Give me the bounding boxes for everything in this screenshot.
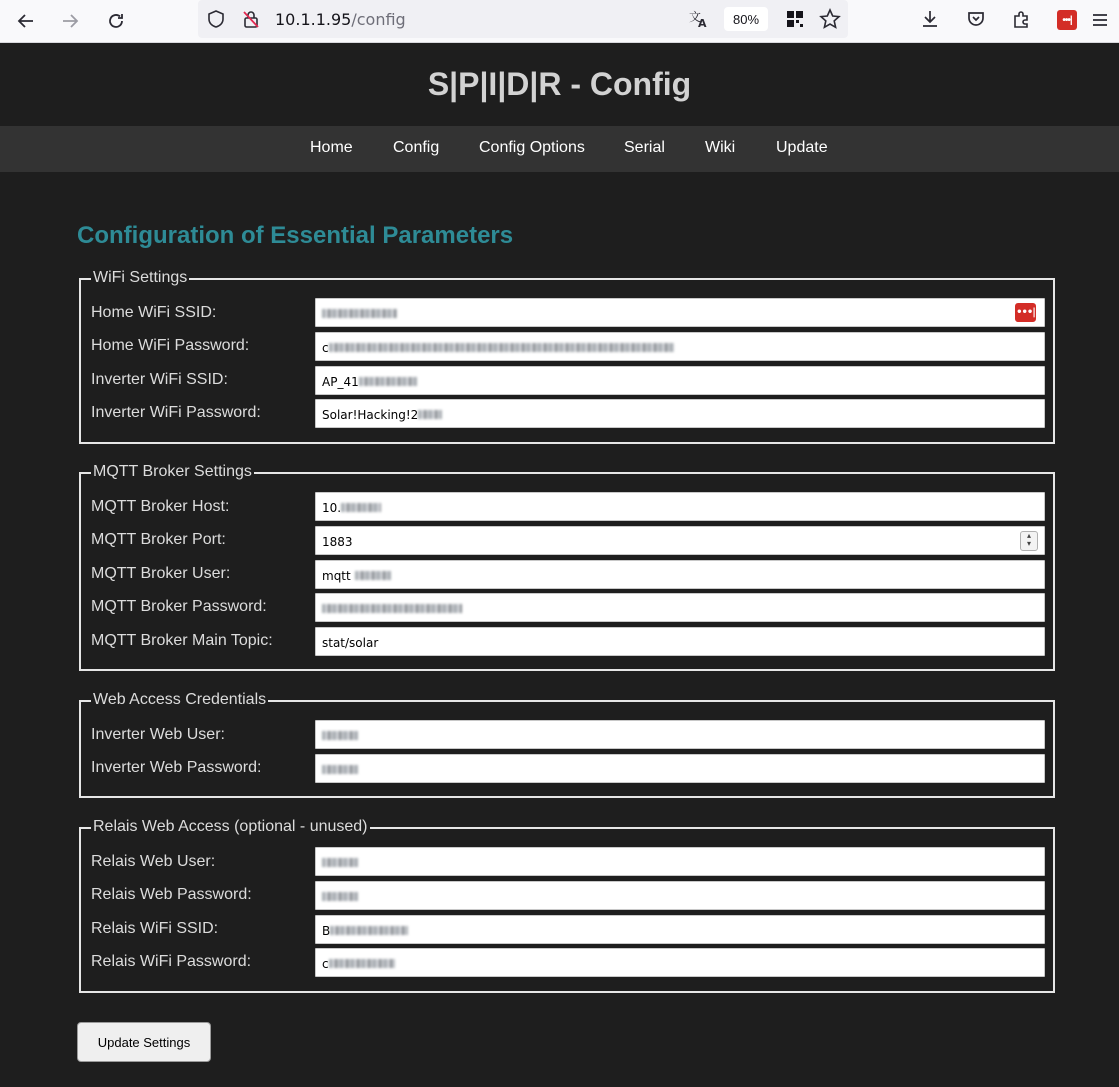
home-password-field[interactable]: [315, 332, 1045, 361]
relais-wifi-password-field[interactable]: [315, 948, 1045, 977]
home-ssid-field[interactable]: [315, 298, 1045, 327]
home-password-value: c: [322, 341, 329, 355]
mqtt-host-value: 10.: [322, 501, 342, 515]
nav-wiki[interactable]: Wiki: [705, 139, 736, 156]
redacted-value: [322, 765, 358, 774]
redacted-value: [322, 892, 358, 901]
home-ssid-label: Home WiFi SSID:: [91, 304, 217, 321]
wifi-settings-group: [79, 269, 1055, 444]
relais-access-legend: Relais Web Access (optional - unused): [93, 818, 368, 835]
redacted-value: [322, 731, 358, 740]
mqtt-port-label: MQTT Broker Port:: [91, 531, 226, 548]
lastpass-icon[interactable]: •••|: [1057, 10, 1077, 30]
reload-icon[interactable]: [101, 6, 131, 36]
mqtt-port-field[interactable]: [315, 526, 1045, 555]
forward-arrow-icon[interactable]: [55, 6, 85, 36]
redacted-value: [329, 343, 674, 352]
relais-web-user-label: Relais Web User:: [91, 853, 216, 870]
redacted-value: [418, 410, 442, 419]
url-bar[interactable]: [198, 0, 848, 38]
download-icon[interactable]: [920, 9, 940, 34]
inverter-password-value: Solar!Hacking!2: [322, 408, 419, 422]
extension-grid-icon[interactable]: [785, 9, 805, 34]
redacted-value: [329, 959, 395, 968]
redacted-value: [330, 926, 408, 935]
relais-web-user-field[interactable]: [315, 847, 1045, 876]
url-path: /config: [351, 10, 406, 29]
redacted-value: [341, 503, 381, 512]
relais-web-password-label: Relais Web Password:: [91, 886, 252, 903]
redacted-value: [355, 571, 391, 580]
back-arrow-icon[interactable]: [11, 6, 41, 36]
browser-toolbar: [0, 0, 1119, 43]
inverter-web-user-label: Inverter Web User:: [91, 726, 225, 743]
mqtt-user-value: mqtt: [322, 569, 351, 583]
lastpass-fill-icon[interactable]: •••|: [1015, 303, 1036, 322]
mqtt-settings-legend: MQTT Broker Settings: [93, 463, 252, 480]
extensions-puzzle-icon[interactable]: [1011, 9, 1031, 34]
inverter-ssid-label: Inverter WiFi SSID:: [91, 371, 228, 388]
inverter-web-user-field[interactable]: [315, 720, 1045, 749]
redacted-value: [359, 377, 417, 386]
inverter-ssid-field[interactable]: [315, 366, 1045, 395]
relais-web-password-field[interactable]: [315, 881, 1045, 910]
relais-ssid-value: B: [322, 924, 331, 938]
svg-text:文: 文: [689, 10, 702, 24]
nav-home[interactable]: Home: [310, 139, 353, 156]
mqtt-topic-field[interactable]: [315, 627, 1045, 656]
mqtt-password-label: MQTT Broker Password:: [91, 598, 267, 615]
nav-serial[interactable]: Serial: [624, 139, 665, 156]
svg-text:A: A: [698, 17, 707, 29]
section-title: Configuration of Essential Parameters: [77, 222, 514, 249]
inverter-web-password-label: Inverter Web Password:: [91, 759, 262, 776]
relais-ssid-label: Relais WiFi SSID:: [91, 920, 219, 937]
redacted-value: [322, 858, 358, 867]
mqtt-host-field[interactable]: [315, 492, 1045, 521]
menu-icon[interactable]: [1090, 10, 1110, 35]
mqtt-topic-label: MQTT Broker Main Topic:: [91, 632, 273, 649]
pocket-icon[interactable]: [966, 9, 986, 34]
mqtt-user-label: MQTT Broker User:: [91, 565, 231, 582]
page-header: [0, 45, 1119, 126]
nav-config-options[interactable]: Config Options: [479, 139, 585, 156]
wifi-settings-legend: WiFi Settings: [93, 269, 188, 286]
web-access-group: [79, 691, 1055, 798]
page-title: S|P|I|D|R - Config: [427, 66, 692, 102]
url-text[interactable]: [275, 10, 406, 29]
nav-update[interactable]: Update: [776, 139, 828, 156]
home-password-label: Home WiFi Password:: [91, 337, 250, 354]
url-host: 10.1.1.95: [275, 10, 352, 29]
inverter-web-password-field[interactable]: [315, 754, 1045, 783]
update-settings-button[interactable]: Update Settings: [77, 1022, 211, 1062]
mqtt-host-label: MQTT Broker Host:: [91, 498, 230, 515]
relais-ssid-field[interactable]: [315, 915, 1045, 944]
inverter-password-label: Inverter WiFi Password:: [91, 404, 261, 421]
web-access-legend: Web Access Credentials: [93, 691, 267, 708]
bookmark-star-icon[interactable]: [819, 8, 841, 35]
mqtt-topic-value: stat/solar: [322, 636, 379, 650]
main-nav: [0, 126, 1119, 172]
relais-wifi-password-label: Relais WiFi Password:: [91, 953, 252, 970]
relais-wifi-password-value: c: [322, 957, 329, 971]
redacted-value: [322, 604, 462, 613]
inverter-ssid-value: AP_41: [322, 375, 359, 389]
mqtt-port-value: 1883: [322, 535, 353, 549]
redacted-value: [322, 309, 397, 318]
mqtt-password-field[interactable]: [315, 593, 1045, 622]
port-stepper-icon[interactable]: ▴ ▾: [1020, 531, 1038, 551]
insecure-lock-icon[interactable]: [241, 9, 261, 34]
inverter-password-field[interactable]: [315, 399, 1045, 428]
mqtt-user-field[interactable]: [315, 560, 1045, 589]
zoom-level-badge[interactable]: 80%: [724, 7, 768, 31]
relais-access-group: [79, 818, 1055, 993]
nav-config[interactable]: Config: [393, 139, 440, 156]
translate-icon[interactable]: [688, 9, 710, 34]
mqtt-settings-group: [79, 463, 1055, 671]
shield-icon[interactable]: [206, 9, 226, 34]
